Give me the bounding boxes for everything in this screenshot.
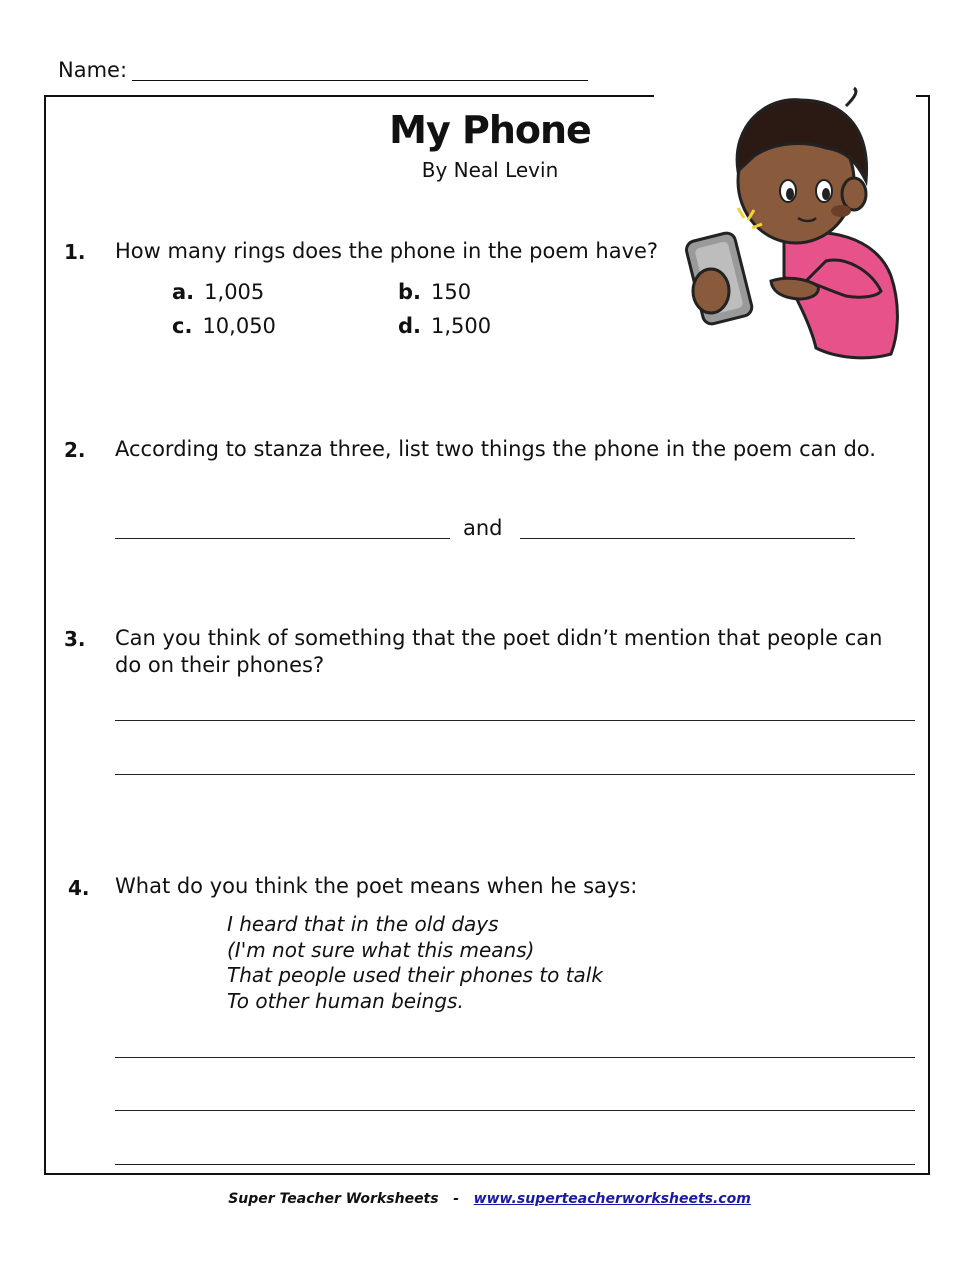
question-1-text: How many rings does the phone in the poem have? [115,239,659,263]
author-byline: By Neal Levin [421,158,559,182]
question-3-text-line1: Can you think of something that the poet didn’t mention that people can [115,626,883,650]
choice-letter: a. [172,280,195,304]
frame-border-top [44,95,654,97]
choice-letter: c. [172,314,193,338]
frame-border-right [928,95,930,1175]
footer [0,1191,979,1207]
answer-line-4b[interactable] [115,1110,915,1111]
answer-line-2b[interactable] [520,538,855,539]
choice-1d[interactable] [398,314,491,338]
question-3-number: 3. [64,627,86,651]
question-4-number: 4. [68,876,90,900]
choice-value: 150 [431,280,472,304]
worksheet-title: My Phone [389,108,591,152]
name-label: Name: [58,58,128,82]
choice-1a[interactable] [172,280,264,304]
choice-1c[interactable] [172,314,276,338]
choice-value: 1,005 [204,280,265,304]
question-2-text: According to stanza three, list two things the phone in the poem can do. [115,437,876,461]
child-with-phone-illustration [676,86,912,364]
answer-line-4c[interactable] [115,1164,915,1165]
question-3-text-line2: do on their phones? [115,653,325,677]
poem-line: That people used their phones to talk [227,963,603,987]
answer-line-2a[interactable] [115,538,450,539]
choice-letter: d. [398,314,422,338]
choice-letter: b. [398,280,422,304]
poem-line: (I'm not sure what this means) [227,937,535,962]
connector-and: and [463,516,503,540]
question-1-number: 1. [64,240,86,264]
footer-separator: - [453,1191,460,1207]
poem-excerpt [227,912,603,1014]
choice-value: 1,500 [431,314,492,338]
poem-line: I heard that in the old days [227,912,499,936]
choice-value: 10,050 [202,314,276,338]
choice-1b[interactable] [398,280,471,304]
poem-line: To other human beings. [227,988,464,1013]
footer-link[interactable]: www.superteacherworksheets.com [473,1191,751,1207]
answer-line-3b[interactable] [115,774,915,775]
footer-brand: Super Teacher Worksheets [228,1191,439,1207]
frame-border-bottom [44,1173,930,1175]
answer-line-3a[interactable] [115,720,915,721]
question-4-text: What do you think the poet means when he says: [115,874,638,898]
frame-border-left [44,95,46,1175]
name-field[interactable] [132,80,588,81]
answer-line-4a[interactable] [115,1057,915,1058]
question-2-number: 2. [64,438,86,462]
